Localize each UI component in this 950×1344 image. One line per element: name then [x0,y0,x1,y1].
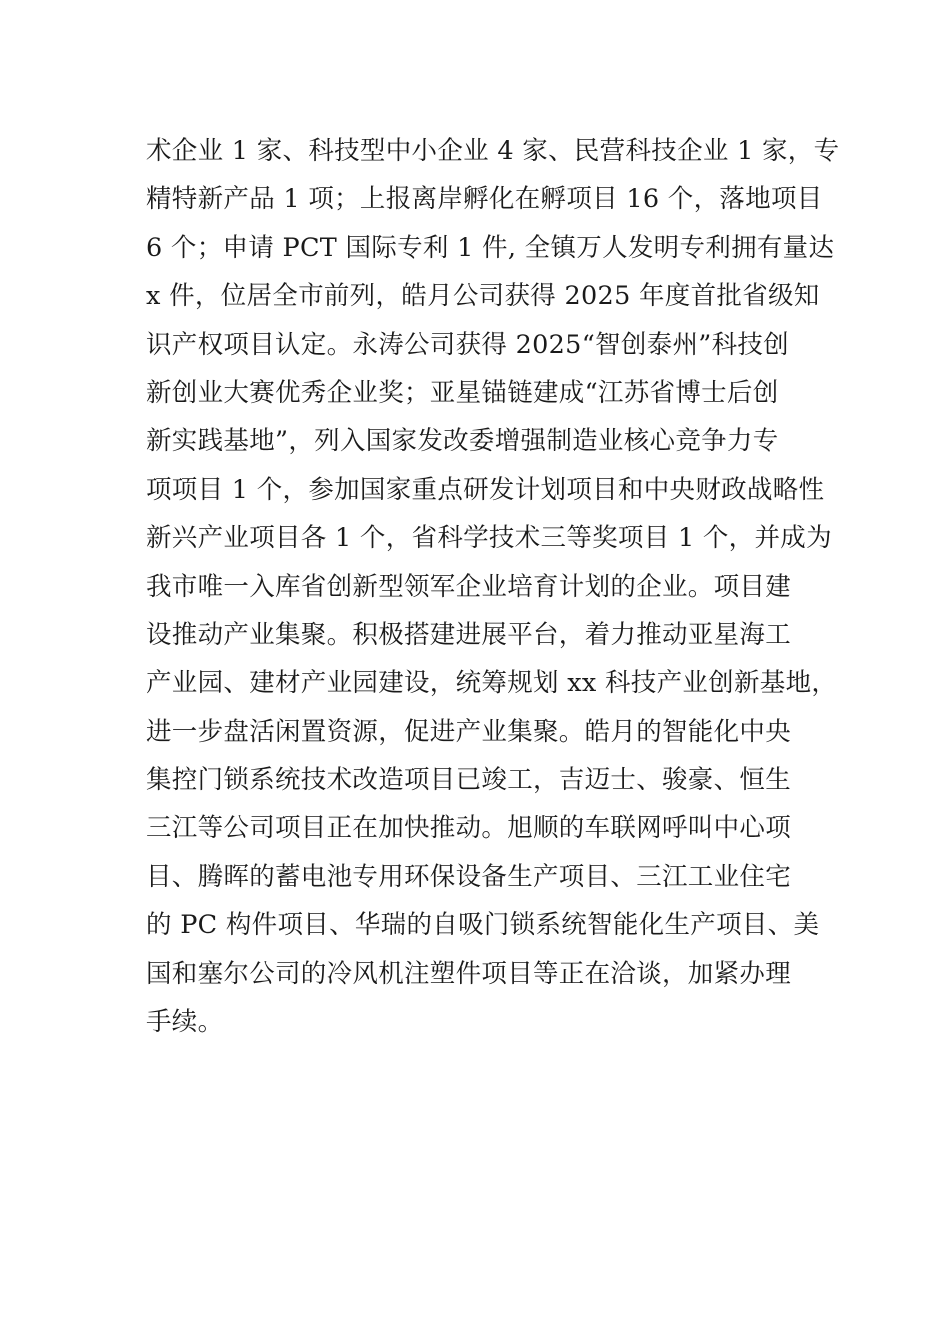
text-line: 集控门锁系统技术改造项目已竣工，吉迈士、骏豪、恒生 [146,765,792,796]
text-line: 6 个；申请 PCT 国际专利 1 件, 全镇万人发明专利拥有量达 [146,232,835,263]
text-line: 国和塞尔公司的冷风机注塑件项目等正在洽谈，加紧办理 [146,958,792,989]
text-line: x 件，位居全市前列，皓月公司获得 2025 年度首批省级知 [146,281,820,312]
text-line: 我市唯一入库省创新型领军企业培育计划的企业。项目建 [146,571,792,602]
text-line: 新实践基地”，列入国家发改委增强制造业核心竞争力专 [146,426,779,457]
text-line: 目、腾晖的蓄电池专用环保设备生产项目、三江工业住宅 [146,861,792,892]
text-line: 新兴产业项目各 1 个，省科学技术三等奖项目 1 个，并成为 [146,523,832,554]
text-line: 术企业 1 家、科技型中小企业 4 家、民营科技企业 1 家，专 [146,136,840,166]
text-line: 设推动产业集聚。积极搭建进展平台，着力推动亚星海工 [146,619,792,650]
text-line: 识产权项目认定。永涛公司获得 2025“智创泰州”科技创 [146,329,789,360]
text-line: 进一步盘活闲置资源，促进产业集聚。皓月的智能化中央 [146,716,792,747]
text-line: 精特新产品 1 项；上报离岸孵化在孵项目 16 个，落地项目 [146,184,823,215]
text-line: 三江等公司项目正在加快推动。旭顺的车联网呼叫中心项 [146,813,792,844]
text-line: 项项目 1 个，参加国家重点研发计划项目和中央财政战略性 [146,474,825,505]
text-line: 新创业大赛优秀企业奖；亚星锚链建成“江苏省博士后创 [146,377,779,408]
text-line: 产业园、建材产业园建设，统筹规划 xx 科技产业创新基地， [146,668,838,699]
body-paragraph [146,127,840,1046]
text-line: 手续。 [146,1007,224,1038]
text-line: 的 PC 构件项目、华瑞的自吸门锁系统智能化生产项目、美 [146,910,820,941]
